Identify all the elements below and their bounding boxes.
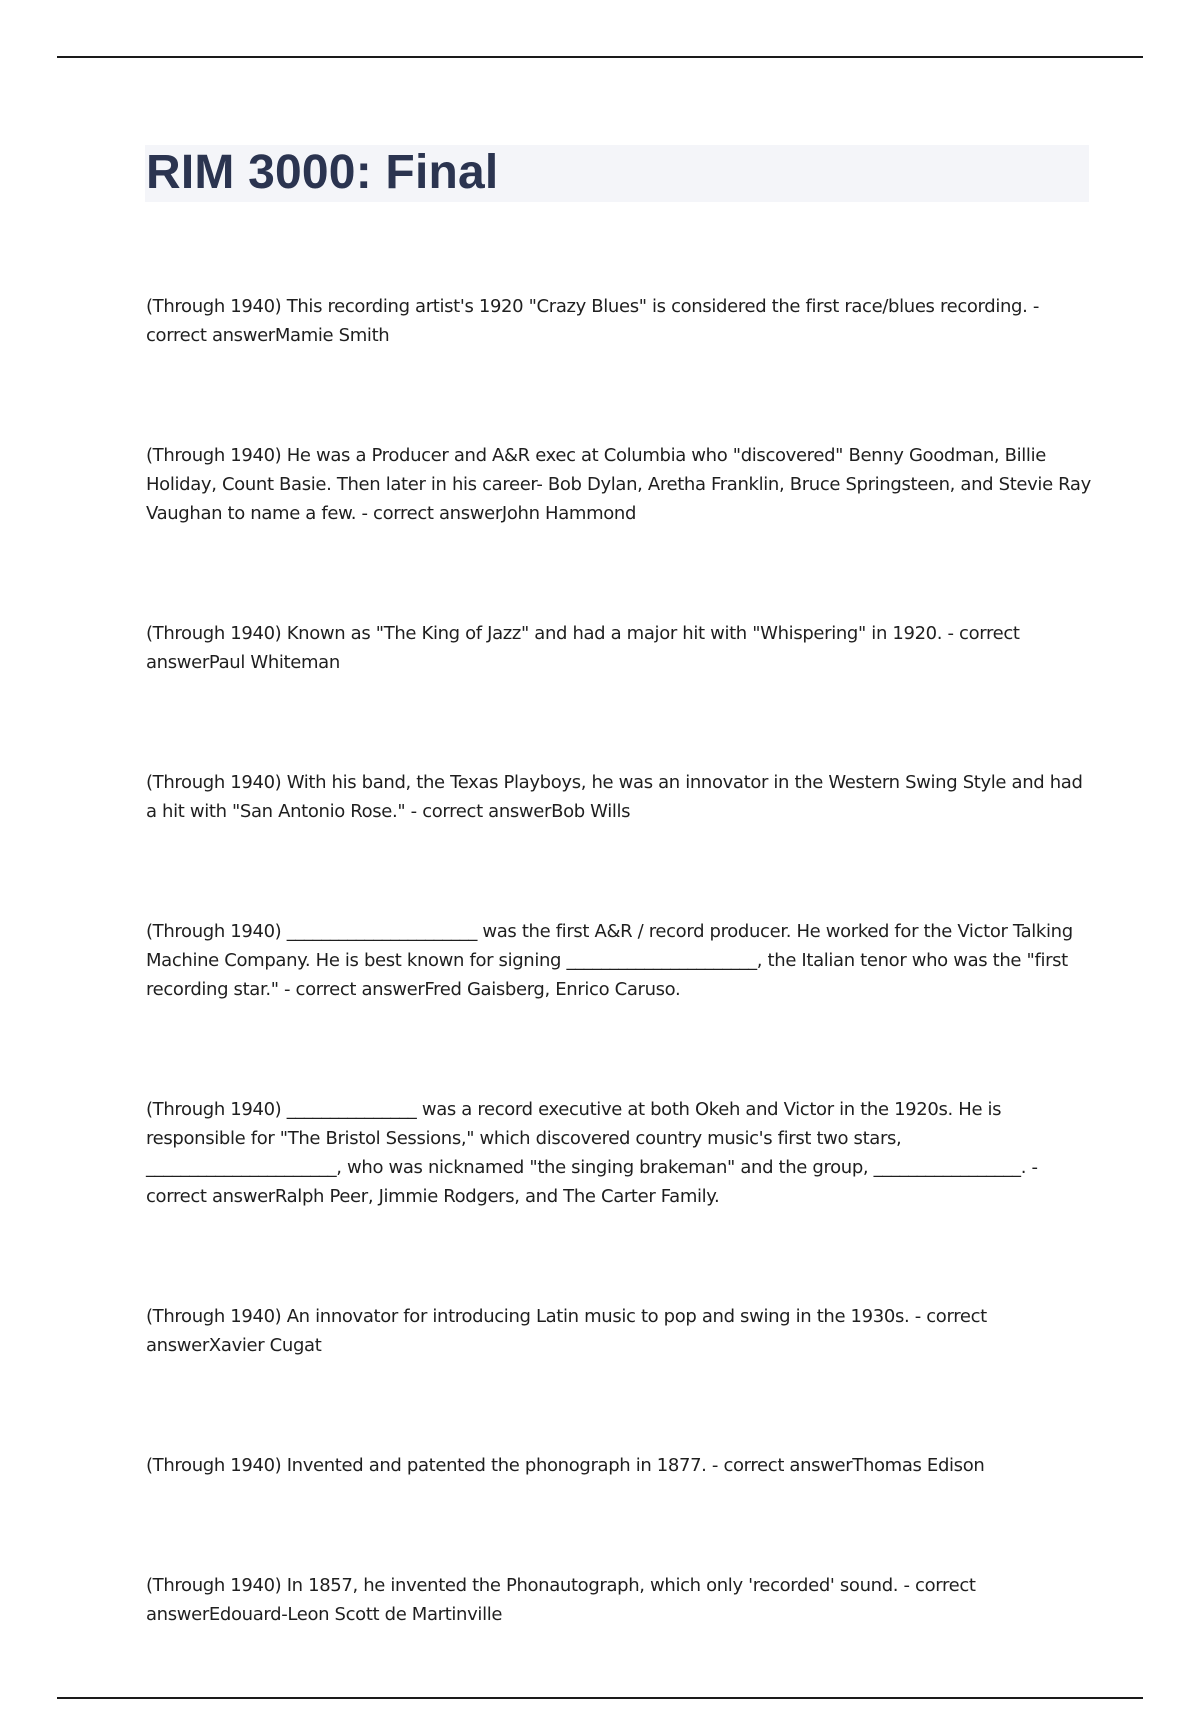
- question-item-1: (Through 1940) This recording artist's 1920 "Crazy Blues" is considered the first race/blues recording. - correct answerMamie Smith: [146, 296, 1040, 346]
- question-item-3: (Through 1940) Known as "The King of Jazz" and had a major hit with "Whispering" in 1920. - correct answerPaul Whiteman: [146, 623, 1020, 673]
- question-item-4: (Through 1940) With his band, the Texas Playboys, he was an innovator in the Western Swing Style and had a hit with "San Antonio Rose." - correct answerBob Wills: [146, 772, 1083, 822]
- question-item-2: (Through 1940) He was a Producer and A&R exec at Columbia who "discovered" Benny Goodman, Billie Holiday, Count Basie. Then later in his career- Bob Dylan, Aretha Franklin, Bruce Springsteen, and Stevie Ray Vaughan to name a few. - correct answerJohn Hammond: [146, 445, 1091, 524]
- question-item-8: (Through 1940) Invented and patented the phonograph in 1877. - correct answerThomas Edison: [146, 1455, 985, 1476]
- page-title: RIM 3000: Final: [146, 146, 499, 199]
- question-item-7: (Through 1940) An innovator for introducing Latin music to pop and swing in the 1930s. - correct answerXavier Cugat: [146, 1306, 987, 1356]
- question-item-9: (Through 1940) In 1857, he invented the Phonautograph, which only 'recorded' sound. - correct answerEdouard-Leon Scott de Martinville: [146, 1575, 976, 1625]
- question-list: [146, 292, 1091, 1720]
- top-divider: [57, 56, 1143, 58]
- question-item-5: (Through 1940) ______________________ was the first A&R / record producer. He worked for the Victor Talking Machine Company. He is best known for signing ______________________, the Italian tenor who was the "first recording star." - correct answerFred Gaisberg, Enrico Caruso.: [146, 921, 1073, 1000]
- question-item-6: (Through 1940) _______________ was a record executive at both Okeh and Victor in the 1920s. He is responsible for "The Bristol Sessions," which discovered country music's first two stars, ______________________, who was nicknamed "the singing brakeman" and the group, _________________. - correct answerRalph Peer, Jimmie Rodgers, and The Carter Family.: [146, 1099, 1038, 1207]
- bottom-divider: [57, 1697, 1143, 1699]
